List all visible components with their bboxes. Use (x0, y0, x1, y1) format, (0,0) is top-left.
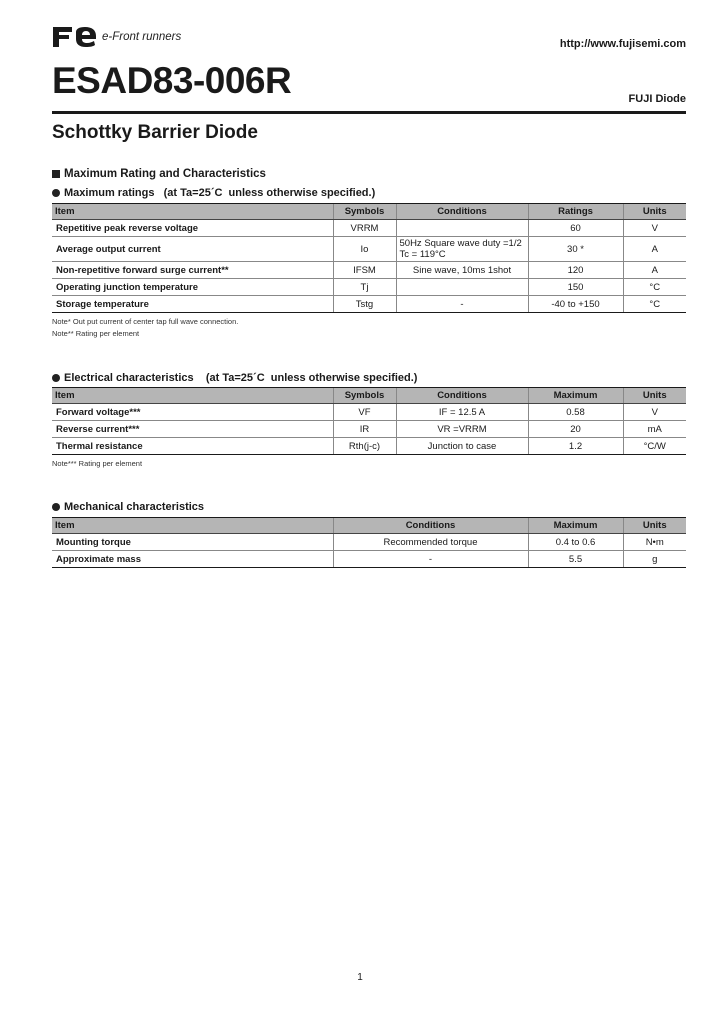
col-header: Conditions (396, 388, 528, 404)
table-cell: A (623, 262, 686, 279)
row-item-label: Operating junction temperature (52, 279, 333, 296)
table-cell: IR (333, 421, 396, 438)
col-header: Conditions (333, 518, 528, 534)
table-row (52, 421, 686, 438)
mechanical-title: Mechanical characteristics (64, 501, 205, 513)
square-bullet-icon (52, 170, 60, 178)
max-ratings-title: Maximum ratings (at Ta=25´C unless otherwise specified.) (64, 187, 376, 199)
col-header: Maximum (528, 518, 623, 534)
row-item-label: Approximate mass (52, 551, 333, 568)
table-cell: Sine wave, 10ms 1shot (396, 262, 528, 279)
table-cell: Tj (333, 279, 396, 296)
max-ratings-notes (52, 316, 238, 340)
max-ratings-heading (52, 187, 375, 199)
note-line: Note** Rating per element (52, 329, 140, 338)
table-cell: V (623, 404, 686, 421)
table-row (52, 404, 686, 421)
table-cell: Recommended torque (333, 534, 528, 551)
table-cell: - (396, 296, 528, 313)
table-cell: Tstg (333, 296, 396, 313)
col-header: Units (623, 518, 686, 534)
table-row (52, 296, 686, 313)
logo-tagline: e-Front runners (102, 31, 182, 43)
electrical-heading (52, 372, 417, 384)
table-cell: g (623, 551, 686, 568)
table-cell: 1.2 (528, 438, 623, 455)
col-header: Item (52, 388, 333, 404)
table-cell: N•m (623, 534, 686, 551)
table-cell: V (623, 220, 686, 237)
table-cell: VRRM (333, 220, 396, 237)
fuji-logo-icon (52, 26, 98, 48)
row-item-label: Non-repetitive forward surge current** (52, 262, 333, 279)
table-header-row (52, 388, 686, 404)
row-item-label: Storage temperature (52, 296, 333, 313)
table-cell (396, 279, 528, 296)
table-cell: Io (333, 237, 396, 262)
row-item-label: Forward voltage*** (52, 404, 333, 421)
mechanical-heading (52, 501, 204, 513)
table-cell: - (333, 551, 528, 568)
row-item-label: Average output current (52, 237, 333, 262)
table-row (52, 220, 686, 237)
col-header: Symbols (333, 388, 396, 404)
table-row (52, 534, 686, 551)
row-item-label: Thermal resistance (52, 438, 333, 455)
table-cell: °C (623, 279, 686, 296)
table-row (52, 237, 686, 262)
col-header: Symbols (333, 204, 396, 220)
table-header-row (52, 204, 686, 220)
title-rule (52, 111, 686, 114)
row-item-label: Mounting torque (52, 534, 333, 551)
section-heading (52, 168, 266, 180)
table-cell: °C/W (623, 438, 686, 455)
electrical-notes (52, 458, 142, 470)
table-cell: 120 (528, 262, 623, 279)
table-row (52, 262, 686, 279)
col-header: Conditions (396, 204, 528, 220)
table-cell: VF (333, 404, 396, 421)
col-header: Ratings (528, 204, 623, 220)
fuji-logo (52, 26, 181, 48)
note-line: Note* Out put current of center tap full wave connection. (52, 317, 239, 326)
table-cell: IFSM (333, 262, 396, 279)
electrical-table (52, 387, 686, 455)
max-ratings-table (52, 203, 686, 313)
row-item-label: Repetitive peak reverse voltage (52, 220, 333, 237)
table-cell: 50Hz Square wave duty =1/2 Tc = 119°C (396, 237, 528, 262)
row-item-label: Reverse current*** (52, 421, 333, 438)
section-heading-text: Maximum Rating and Characteristics (64, 168, 266, 180)
table-cell: 0.58 (528, 404, 623, 421)
electrical-title: Electrical characteristics (at Ta=25´C unless otherwise specified.) (64, 372, 418, 384)
table-cell: Junction to case (396, 438, 528, 455)
table-cell: A (623, 237, 686, 262)
table-cell: Rth(j-c) (333, 438, 396, 455)
circle-bullet-icon (52, 503, 60, 511)
table-cell: mA (623, 421, 686, 438)
circle-bullet-icon (52, 189, 60, 197)
website-url[interactable]: http://www.fujisemi.com (559, 38, 686, 50)
model-number: ESAD83-006R (52, 60, 292, 101)
table-row (52, 551, 686, 568)
table-cell: -40 to +150 (528, 296, 623, 313)
table-cell: 0.4 to 0.6 (528, 534, 623, 551)
table-cell: °C (623, 296, 686, 313)
col-header: Item (52, 204, 333, 220)
circle-bullet-icon (52, 374, 60, 382)
table-row (52, 438, 686, 455)
table-cell: IF = 12.5 A (396, 404, 528, 421)
table-header-row (52, 518, 686, 534)
mechanical-table (52, 517, 686, 568)
table-cell: VR =VRRM (396, 421, 528, 438)
table-cell (396, 220, 528, 237)
col-header: Units (623, 204, 686, 220)
table-cell: 60 (528, 220, 623, 237)
col-header: Units (623, 388, 686, 404)
note-line: Note*** Rating per element (52, 459, 143, 468)
table-cell: 30 * (528, 237, 623, 262)
col-header: Maximum (528, 388, 623, 404)
table-cell: 5.5 (528, 551, 623, 568)
table-cell: 150 (528, 279, 623, 296)
document-subtitle: Schottky Barrier Diode (52, 122, 258, 143)
col-header: Item (52, 518, 333, 534)
table-row (52, 279, 686, 296)
brand-label: FUJI Diode (628, 93, 686, 105)
table-cell: 20 (528, 421, 623, 438)
page-number: 1 (357, 972, 363, 983)
